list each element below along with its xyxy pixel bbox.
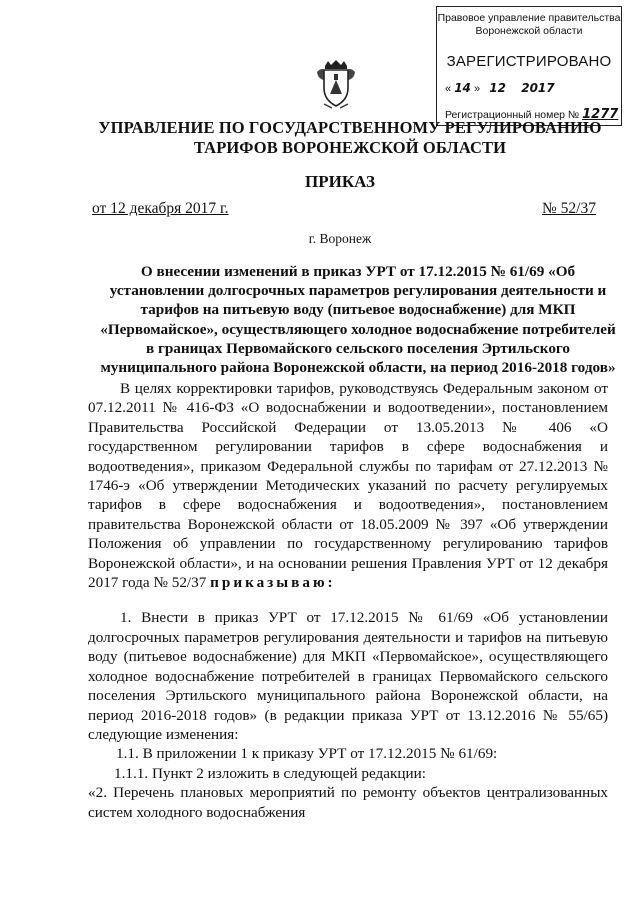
- registration-stamp: [436, 6, 622, 126]
- stamp-organization: [437, 12, 621, 38]
- heading-line: тарифов на питьевую воду (питьевое водоснабжение) для МКП: [140, 301, 576, 319]
- stamp-status: ЗАРЕГИСТРИРОВАНО: [446, 53, 612, 70]
- stamp-reg-label: Регистрационный номер №: [445, 109, 580, 121]
- stamp-date: [445, 81, 555, 95]
- document-type: ПРИКАЗ: [305, 172, 375, 191]
- stamp-date-open-quote: «: [445, 83, 452, 95]
- stamp-date-close-quote: »: [473, 83, 481, 95]
- heading-line: «Первомайское», осуществляющего холодное водоснабжение потребителей: [100, 320, 616, 338]
- preamble-text: В целях корректировки тарифов, руководствуясь Федеральным законом от 07.12.2011 № 416-ФЗ «О водоснабжении и водоотведении», постановлением Правительства Российской Федерации от 13.05.2013 № 406 «О государственном регулировании тарифов в сфере водоснабжения и водоотведения», приказом Федеральной службы по тарифам от 27.12.2013 № 1746-э «Об утверждении Методических указаний по расчету регулируемых тарифов в сфере водоснабжения и водоотведения», постановлением правительства Воронежской области от 18.05.2009 № 397 «Об утверждении Положения об управлении по государственному регулированию тарифов Воронежской области», и на основании решения Правления УРТ от 12 декабря 2017 года № 52/37: [88, 380, 608, 592]
- heading-line: установлении долгосрочных параметров регулирования деятельности и: [109, 282, 607, 300]
- org-title-line-1: УПРАВЛЕНИЕ ПО ГОСУДАРСТВЕННОМУ РЕГУЛИРОВАНИЮ: [98, 118, 602, 137]
- heading-line: О внесении изменений в приказ УРТ от 17.12.2015 № 61/69 «Об: [140, 263, 576, 280]
- stamp-org-line-2: Воронежской области: [475, 25, 583, 37]
- stamp-reg-number: 1277: [582, 107, 619, 122]
- clause-1-paragraph: 1. Внести в приказ УРТ от 17.12.2015 № 61/69 «Об установлении долгосрочных параметров регулирования деятельности и тарифов на питьевую воду (питьевое водоснабжение) для МКП «Первомайское», осуществляющего холодное водоснабжение потребителей в границах Первомайского сельского поселения Эртильского муниципального района Воронежской области, на период 2016-2018 годов» (в редакции приказа УРТ от 13.12.2016 № 55/65) следующие изменения:: [88, 609, 608, 743]
- clause-1-1-1: 1.1.1. Пункт 2 изложить в следующей редакции:: [114, 764, 427, 782]
- decree-word: приказываю:: [210, 574, 336, 592]
- order-body: [88, 379, 608, 822]
- document-city: г. Воронеж: [308, 231, 372, 246]
- order-heading: [88, 262, 628, 377]
- heading-line: муниципального района Воронежской области, на период 2016-2018 годов»: [100, 359, 616, 377]
- document-date: от 12 декабря 2017 г.: [92, 200, 229, 217]
- coat-of-arms-icon: [316, 58, 356, 110]
- preamble-paragraph: [88, 379, 608, 592]
- organization-title: [60, 118, 640, 158]
- stamp-date-day: 14: [454, 81, 471, 95]
- document-number: № 52/37: [542, 200, 596, 217]
- clause-1-1: 1.1. В приложении 1 к приказу УРТ от 17.12.2015 № 61/69:: [116, 745, 498, 763]
- stamp-date-month: 12: [489, 81, 506, 95]
- quoted-clause: «2. Перечень плановых мероприятий по ремонту объектов централизованных систем холодного водоснабжения: [88, 784, 608, 821]
- stamp-date-year: 2017: [521, 81, 555, 95]
- stamp-org-line-1: Правовое управление правительства: [437, 12, 621, 24]
- org-title-line-2: ТАРИФОВ ВОРОНЕЖСКОЙ ОБЛАСТИ: [193, 138, 507, 157]
- heading-line: в границах Первомайского сельского поселения Эртильского: [145, 339, 571, 357]
